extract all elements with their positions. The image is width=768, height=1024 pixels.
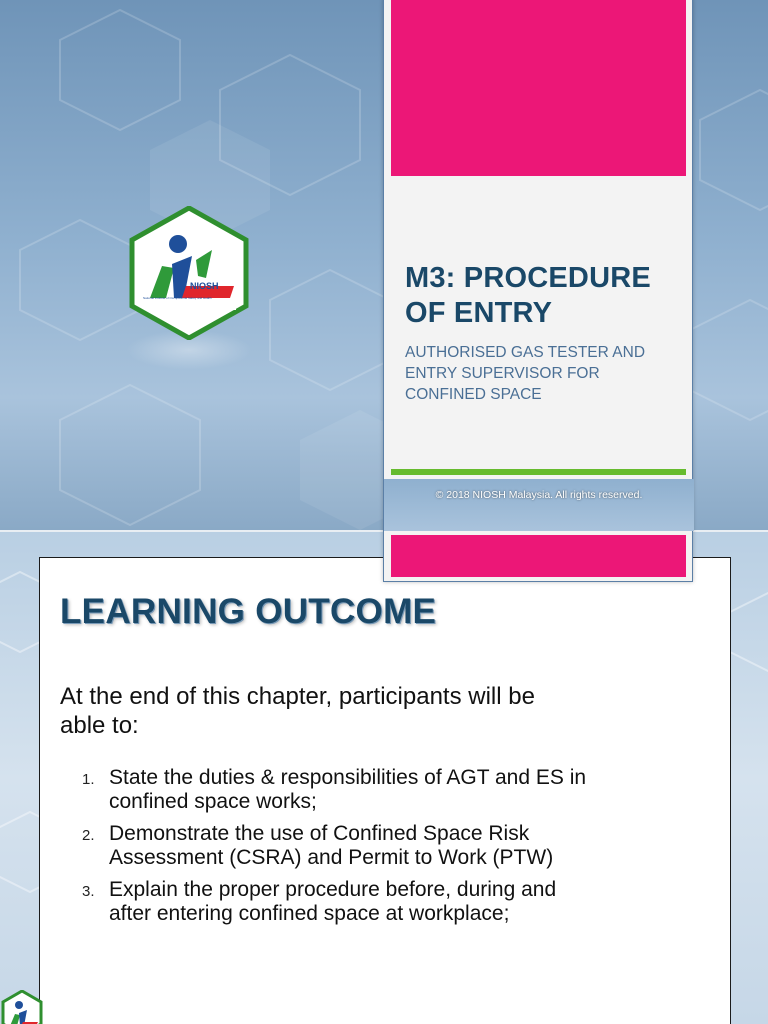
list-item-number: 2. bbox=[82, 827, 95, 844]
list-item-text-line2: Assessment (CSRA) and Permit to Work (PTW) bbox=[109, 846, 554, 869]
niosh-logo-icon bbox=[0, 990, 44, 1024]
slide-subtitle-line1: AUTHORISED GAS TESTER AND bbox=[405, 344, 646, 361]
slide-subtitle-line2: ENTRY SUPERVISOR FOR bbox=[405, 365, 600, 382]
niosh-logo-icon bbox=[122, 206, 256, 340]
card-footer-band bbox=[384, 479, 694, 531]
intro-line2: able to: bbox=[60, 712, 139, 739]
green-divider bbox=[391, 469, 686, 475]
section-heading: LEARNING OUTCOME bbox=[60, 592, 437, 631]
learning-outcome-slide bbox=[0, 532, 768, 1024]
list-item bbox=[60, 766, 710, 814]
list-item-text-line2: confined space works; bbox=[109, 790, 317, 813]
slide-title bbox=[405, 261, 685, 331]
list-item-text-line2: after entering confined space at workplace; bbox=[109, 902, 510, 925]
list-item-text-line1: State the duties & responsibilities of AGT and ES in bbox=[109, 766, 587, 789]
logo-text: NIOSH bbox=[190, 281, 219, 291]
intro-text bbox=[60, 682, 700, 740]
slide-title-line1: M3: PROCEDURE bbox=[405, 262, 651, 294]
logo-tagline: National Institute of Occupational Safety and Health bbox=[143, 296, 212, 300]
list-item-text-line1: Explain the proper procedure before, during and bbox=[109, 878, 557, 901]
title-card bbox=[383, 0, 693, 582]
list-item bbox=[60, 822, 710, 870]
list-item bbox=[60, 878, 710, 926]
list-item-number: 1. bbox=[82, 771, 95, 788]
list-item-number: 3. bbox=[82, 883, 95, 900]
pink-footer-block bbox=[391, 535, 686, 577]
slide-title-line2: OF ENTRY bbox=[405, 297, 553, 329]
copyright-text: © 2018 NIOSH Malaysia. All rights reserved. bbox=[435, 489, 643, 501]
pink-header-block bbox=[391, 0, 686, 176]
content-panel bbox=[39, 557, 731, 1024]
slide-subtitle-line3: CONFINED SPACE bbox=[405, 386, 542, 403]
slide-subtitle bbox=[405, 342, 685, 405]
intro-line1: At the end of this chapter, participants will be bbox=[60, 683, 535, 710]
outcome-list bbox=[60, 766, 710, 934]
list-item-text-line1: Demonstrate the use of Confined Space Risk bbox=[109, 822, 530, 845]
